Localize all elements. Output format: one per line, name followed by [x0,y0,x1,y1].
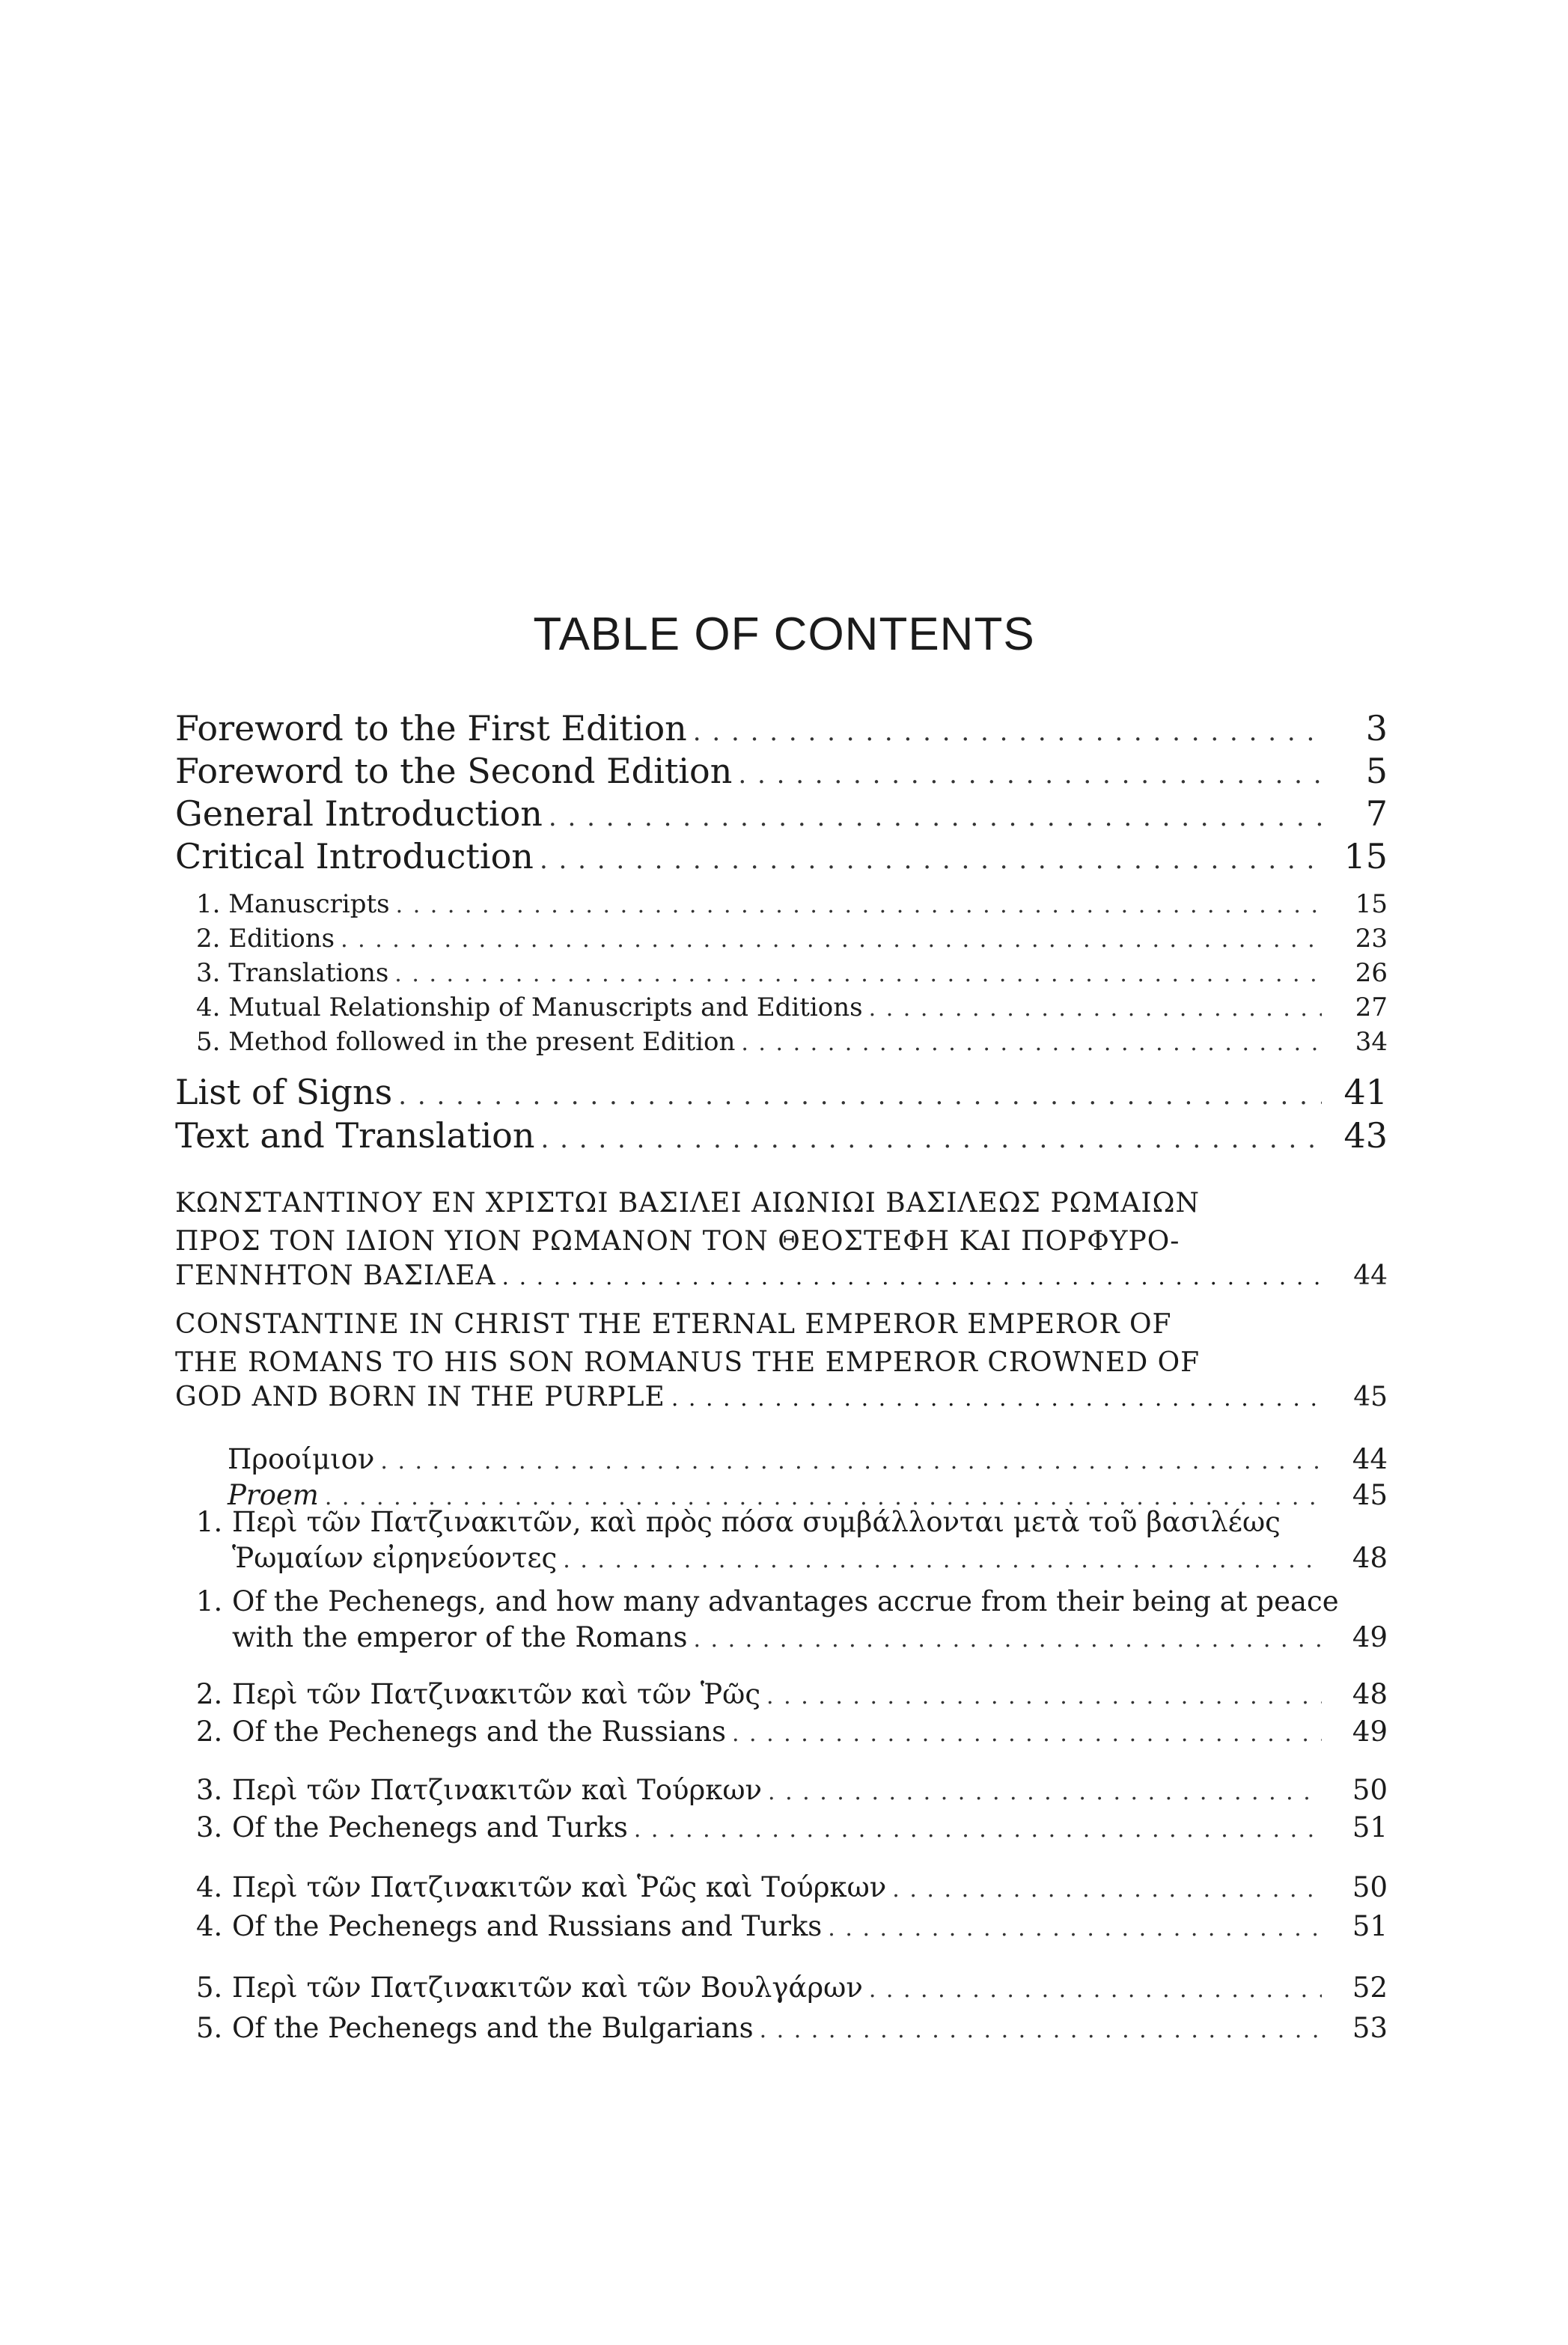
entry-page: 48 [1352,1678,1388,1710]
english-heading-line-1: CONSTANTINE IN CHRIST THE ETERNAL EMPEROR EMPEROR OF [175,1309,1172,1340]
chapter-number: 1. [196,1506,223,1538]
dot-leader [768,1779,1322,1805]
chapter-title [196,1871,886,1903]
greek-heading-line-2: ΠΡΟΣ ΤΟΝ ΙΔΙΟΝ ΥΙΟΝ ΡΩΜΑΝΟΝ ΤΟΝ ΘΕΟΣΤΕΦΗ ΚΑΙ ΠΟΡΦΥΡΟ- [175,1226,1180,1257]
chapter-5-greek [175,1972,1388,2004]
english-heading-line-3 [175,1382,1388,1412]
entry-label: Text and Translation [175,1115,535,1156]
chapter-title [196,1716,726,1748]
toc-entry-foreword-first [175,708,1388,748]
chapter-title-text: Of the Pechenegs and Turks [232,1811,628,1844]
chapter-title [196,1910,822,1942]
dot-leader [741,1030,1322,1056]
toc-entry-proem-greek [175,1443,1388,1475]
entry-page: 44 [1352,1443,1388,1475]
toc-subentry-mutual-relationship [175,992,1388,1022]
dot-leader [766,1683,1322,1710]
toc-entry-critical-intro [175,836,1388,876]
chapter-title-text: Περὶ τῶν Πατζινακιτῶν καὶ Ῥῶς καὶ Τούρκων [232,1871,887,1903]
dot-leader [869,1977,1322,2003]
dot-leader [892,1876,1322,1903]
chapter-title-text: Of the Pechenegs and the Bulgarians [232,2012,754,2044]
dot-leader [869,995,1322,1022]
entry-page: 53 [1352,2012,1388,2044]
chapter-4-greek [175,1871,1388,1903]
page-title: TABLE OF CONTENTS [533,609,1035,660]
chapter-title-text: Of the Pechenegs and Russians and Turks [232,1910,823,1942]
chapter-5-english [175,2012,1388,2044]
chapter-number: 4. [196,1910,223,1942]
chapter-1-english-line-1 [175,1585,1339,1617]
dot-leader [540,845,1322,875]
dot-leader [760,2017,1322,2043]
dot-leader [540,1124,1322,1154]
entry-page: 26 [1355,958,1388,988]
chapter-title [196,1678,760,1710]
entry-page: 49 [1352,1621,1388,1653]
greek-heading-line-3 [175,1260,1388,1291]
entry-page: 43 [1343,1115,1388,1156]
toc-subentry-method [175,1027,1388,1057]
entry-label: 2. Editions [196,924,335,954]
dot-leader [693,1626,1322,1653]
chapter-1-greek-line-2 [232,1542,1388,1574]
chapter-2-greek [175,1678,1388,1710]
entry-page: 15 [1355,889,1388,919]
chapter-title [196,2012,754,2044]
entry-page: 52 [1352,1972,1388,2004]
toc-subentry-manuscripts [175,889,1388,919]
dot-leader [634,1817,1322,1843]
chapter-title [196,1774,762,1806]
toc-subentry-translations [175,958,1388,988]
entry-page: 45 [1353,1382,1388,1412]
chapter-number: 5. [196,2012,223,2044]
heading-text: ΓΕΝΝΗΤΟΝ ΒΑΣΙΛΕΑ [175,1260,496,1291]
entry-label: 1. Manuscripts [196,889,390,919]
dot-leader [693,717,1322,747]
entry-page: 48 [1352,1542,1388,1574]
entry-label: 3. Translations [196,958,389,988]
chapter-title [196,1972,863,2004]
toc-list [175,0,1388,2345]
entry-page: 5 [1365,751,1388,791]
dot-leader [502,1264,1322,1290]
chapter-number: 2. [196,1716,223,1748]
dot-leader [563,1547,1322,1573]
entry-label: Προοίμιον [228,1443,375,1475]
chapter-number: 5. [196,1972,223,2004]
chapter-1-greek-line-1 [175,1506,1334,1538]
entry-page: 23 [1355,924,1388,954]
entry-page: 3 [1365,708,1388,748]
entry-label: 5. Method followed in the present Edition [196,1027,736,1057]
entry-page: 49 [1352,1716,1388,1748]
greek-heading-line-1: ΚΩΝΣΤΑΝΤΙΝΟΥ ΕΝ ΧΡΙΣΤΩΙ ΒΑΣΙΛΕΙ ΑΙΩΝΙΩΙ ΒΑΣΙΛΕΩΣ ΡΩΜΑΙΩΝ [175,1188,1200,1219]
entry-page: 15 [1343,836,1388,876]
chapter-3-greek [175,1774,1388,1806]
dot-leader [380,1448,1322,1475]
chapter-number: 3. [196,1774,223,1806]
toc-entry-general-intro [175,793,1388,834]
entry-label: Foreword to the Second Edition [175,751,733,791]
entry-page: 45 [1352,1479,1388,1511]
entry-label: Critical Introduction [175,836,534,876]
dot-leader [396,892,1322,918]
dot-leader [738,760,1322,790]
entry-page: 7 [1365,793,1388,834]
entry-page: 27 [1355,992,1388,1022]
dot-leader [394,961,1322,987]
dot-leader [732,1721,1322,1747]
entry-label: General Introduction [175,793,543,834]
toc-entry-text-translation [175,1115,1388,1156]
chapter-title-text: Περὶ τῶν Πατζινακιτῶν καὶ τῶν Ῥῶς [232,1678,761,1710]
dot-leader [671,1385,1322,1412]
entry-label: Proem [228,1479,319,1511]
entry-page: 44 [1353,1260,1388,1291]
toc-subentry-editions [175,924,1388,954]
chapter-title [196,1811,628,1844]
english-heading-line-2: THE ROMANS TO HIS SON ROMANUS THE EMPEROR CROWNED OF [175,1347,1201,1378]
chapter-title: Of the Pechenegs, and how many advantages accrue from their being at peace [232,1585,1339,1617]
chapter-title-text: Περὶ τῶν Πατζινακιτῶν καὶ Τούρκων [232,1774,763,1806]
chapter-4-english [175,1910,1388,1942]
entry-label: 4. Mutual Relationship of Manuscripts and Editions [196,992,863,1022]
dot-leader [341,927,1322,953]
chapter-1-english-line-2 [232,1621,1388,1653]
toc-entry-list-of-signs [175,1072,1388,1112]
entry-page: 51 [1352,1811,1388,1844]
entry-page: 51 [1352,1910,1388,1942]
chapter-3-english [175,1811,1388,1844]
entry-page: 41 [1343,1072,1388,1112]
entry-label: List of Signs [175,1072,393,1112]
chapter-title: Περὶ τῶν Πατζινακιτῶν, καὶ πρὸς πόσα συμβάλλονται μετὰ τοῦ βασιλέως [232,1506,1281,1538]
entry-page: 34 [1355,1027,1388,1057]
chapter-number: 2. [196,1678,223,1710]
chapter-number: 1. [196,1585,223,1617]
chapter-title-text: Περὶ τῶν Πατζινακιτῶν καὶ τῶν Βουλγάρων [232,1972,863,2004]
dot-leader [549,802,1322,832]
chapter-2-english [175,1716,1388,1748]
entry-label: Foreword to the First Edition [175,708,687,748]
chapter-number: 3. [196,1811,223,1844]
chapter-title-continued: with the emperor of the Romans [232,1621,688,1653]
toc-entry-foreword-second [175,751,1388,791]
chapter-title-continued: Ῥωμαίων εἰρηνεύοντες [232,1542,558,1574]
dot-leader [828,1915,1322,1942]
heading-text: GOD AND BORN IN THE PURPLE [175,1382,665,1412]
entry-page: 50 [1352,1774,1388,1806]
entry-page: 50 [1352,1871,1388,1903]
dot-leader [398,1081,1322,1111]
chapter-title-text: Of the Pechenegs and the Russians [232,1716,726,1748]
chapter-number: 4. [196,1871,223,1903]
